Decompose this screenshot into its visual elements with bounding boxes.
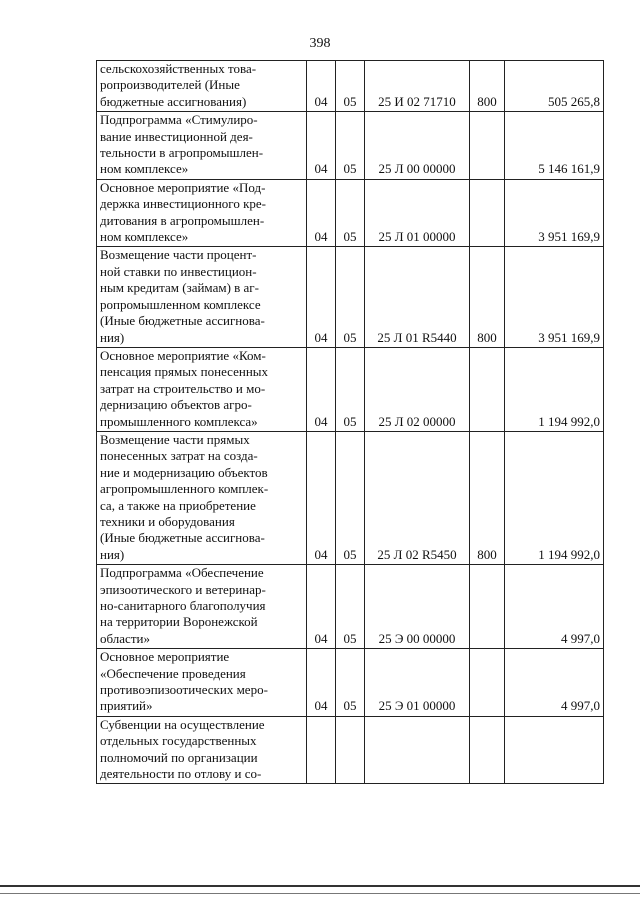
section-cell: 04	[307, 61, 336, 112]
row-name-line: Подпрограмма «Стимулиро-	[100, 112, 258, 128]
row-name-line: (Иные бюджетные ассигнова-	[100, 313, 265, 329]
target-article-cell: 25 Л 01 R5440	[365, 247, 470, 347]
target-article-cell: 25 Э 01 00000	[365, 649, 470, 717]
table-row	[97, 431, 604, 564]
subsection-cell: 05	[336, 347, 365, 431]
expense-type-cell: 800	[470, 431, 505, 564]
amount-cell: 4 997,0	[505, 565, 604, 649]
target-article-cell: 25 Э 00 00000	[365, 565, 470, 649]
table-row	[97, 112, 604, 180]
row-name-cell	[97, 112, 307, 180]
row-name-line: са, а также на приобретение	[100, 497, 256, 513]
row-name-line: держка инвестиционного кре-	[100, 196, 266, 212]
table-row	[97, 565, 604, 649]
row-name-line: деятельности по отлову и со-	[100, 766, 262, 782]
row-name-line: бюджетные ассигнования)	[100, 93, 247, 109]
amount-cell: 3 951 169,9	[505, 247, 604, 347]
row-name-line: пенсация прямых понесенных	[100, 364, 269, 380]
row-name-cell	[97, 247, 307, 347]
table-row	[97, 61, 604, 112]
row-name-cell	[97, 431, 307, 564]
row-name-line: Возмещение части процент-	[100, 247, 257, 263]
expense-type-cell: 800	[470, 61, 505, 112]
section-cell: 04	[307, 431, 336, 564]
row-name-line: техники и оборудования	[100, 513, 235, 529]
row-name-line: понесенных затрат на созда-	[100, 448, 258, 464]
target-article-cell: 25 И 02 71710	[365, 61, 470, 112]
row-name-line: эпизоотического и ветеринар-	[100, 581, 266, 597]
row-name-line: тельности в агропромышлен-	[100, 145, 264, 161]
amount-cell: 1 194 992,0	[505, 431, 604, 564]
section-cell: 04	[307, 649, 336, 717]
row-name-cell	[97, 565, 307, 649]
row-name-line: полномочий по организации	[100, 749, 258, 765]
target-article-cell: 25 Л 00 00000	[365, 112, 470, 180]
row-name-line: «Обеспечение проведения	[100, 665, 246, 681]
expense-type-cell	[470, 179, 505, 247]
row-name-line: Подпрограмма «Обеспечение	[100, 565, 264, 581]
row-name-line: Субвенции на осуществление	[100, 716, 265, 732]
subsection-cell: 05	[336, 247, 365, 347]
section-cell: 04	[307, 179, 336, 247]
expense-type-cell	[470, 649, 505, 717]
row-name-line: ной ставки по инвестицион-	[100, 263, 257, 279]
row-name-line: Основное мероприятие	[100, 649, 230, 665]
table-row	[97, 347, 604, 431]
target-article-cell	[365, 716, 470, 784]
row-name-line: ным кредитам (займам) в аг-	[100, 280, 259, 296]
table-row	[97, 716, 604, 784]
row-name-line: на территории Воронежской	[100, 614, 258, 630]
row-name-line: Основное мероприятие «Под-	[100, 179, 266, 195]
subsection-cell: 05	[336, 649, 365, 717]
budget-table	[96, 60, 604, 784]
expense-type-cell	[470, 112, 505, 180]
expense-type-cell	[470, 565, 505, 649]
row-name-line: (Иные бюджетные ассигнова-	[100, 530, 265, 546]
section-cell: 04	[307, 112, 336, 180]
amount-cell	[505, 716, 604, 784]
row-name-line: затрат на строительство и мо-	[100, 380, 266, 396]
row-name-line: ния)	[100, 546, 125, 562]
row-name-cell	[97, 347, 307, 431]
row-name-line: ния)	[100, 329, 125, 345]
page-number: 398	[309, 36, 331, 51]
amount-cell: 5 146 161,9	[505, 112, 604, 180]
section-cell: 04	[307, 347, 336, 431]
expense-type-cell	[470, 347, 505, 431]
section-cell: 04	[307, 247, 336, 347]
row-name-line: ропромышленном комплексе	[100, 296, 261, 312]
row-name-line: ном комплексе»	[100, 229, 189, 245]
expense-type-cell	[470, 716, 505, 784]
row-name-line: Возмещение части прямых	[100, 431, 250, 447]
subsection-cell: 05	[336, 61, 365, 112]
subsection-cell	[336, 716, 365, 784]
target-article-cell: 25 Л 01 00000	[365, 179, 470, 247]
row-name-line: области»	[100, 630, 150, 646]
row-name-line: вание инвестиционной дея-	[100, 128, 253, 144]
subsection-cell: 05	[336, 431, 365, 564]
row-name-cell	[97, 649, 307, 717]
subsection-cell: 05	[336, 565, 365, 649]
target-article-cell: 25 Л 02 R5450	[365, 431, 470, 564]
row-name-line: ропроизводителей (Иные	[100, 77, 240, 93]
row-name-line: дернизацию объектов агро-	[100, 397, 252, 413]
table-row	[97, 179, 604, 247]
amount-cell: 505 265,8	[505, 61, 604, 112]
section-cell: 04	[307, 565, 336, 649]
row-name-line: агропромышленного комплек-	[100, 481, 269, 497]
row-name-line: дитования в агропромышлен-	[100, 212, 265, 228]
amount-cell: 1 194 992,0	[505, 347, 604, 431]
bottom-rule	[0, 885, 640, 887]
budget-table-body	[97, 61, 604, 784]
row-name-line: сельскохозяйственных това-	[100, 61, 257, 76]
row-name-line: приятий»	[100, 698, 153, 714]
row-name-line: ние и модернизацию объектов	[100, 464, 268, 480]
amount-cell: 4 997,0	[505, 649, 604, 717]
subsection-cell: 05	[336, 179, 365, 247]
section-cell	[307, 716, 336, 784]
table-row	[97, 247, 604, 347]
row-name-line: но-санитарного благополучия	[100, 598, 266, 613]
row-name-cell	[97, 179, 307, 247]
amount-cell: 3 951 169,9	[505, 179, 604, 247]
subsection-cell: 05	[336, 112, 365, 180]
bottom-rule-thin	[0, 893, 640, 894]
row-name-cell	[97, 61, 307, 112]
expense-type-cell: 800	[470, 247, 505, 347]
row-name-cell	[97, 716, 307, 784]
row-name-line: Основное мероприятие «Ком-	[100, 347, 266, 363]
row-name-line: противоэпизоотических меро-	[100, 682, 268, 698]
row-name-line: отдельных государственных	[100, 733, 257, 749]
table-row	[97, 649, 604, 717]
target-article-cell: 25 Л 02 00000	[365, 347, 470, 431]
row-name-line: промышленного комплекса»	[100, 413, 258, 429]
row-name-line: ном комплексе»	[100, 161, 189, 177]
